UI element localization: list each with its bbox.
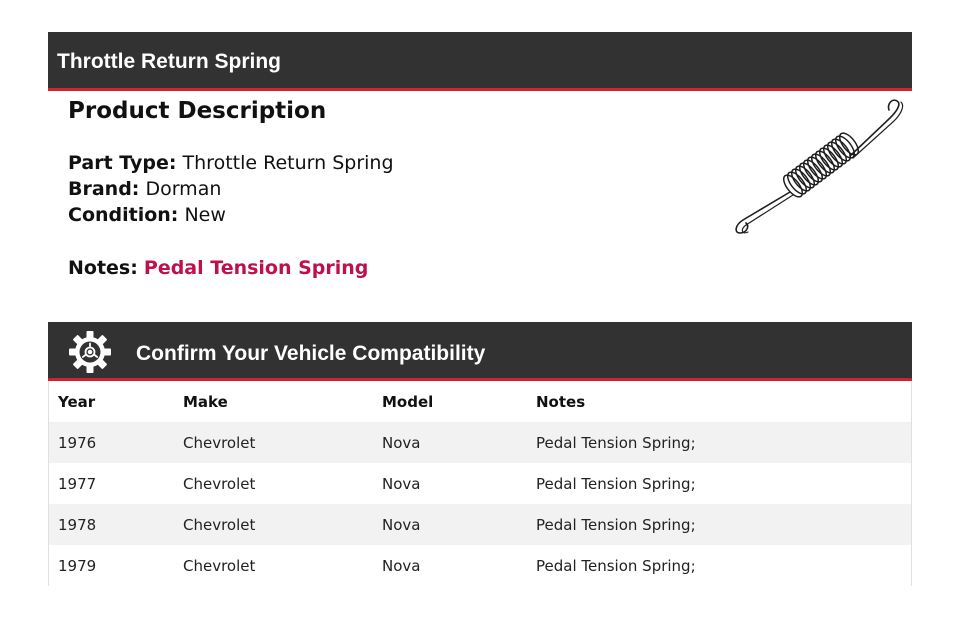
spring-image [726,96,906,238]
spec-brand [68,176,668,202]
column-header-model: Model [382,392,434,411]
spec-value: New [184,204,226,226]
cell-make: Chevrolet [183,474,256,493]
cell-year: 1977 [58,474,97,493]
table-row [49,504,911,545]
compatibility-title: Confirm Your Vehicle Compatibility [136,342,486,365]
spec-part-type [68,150,668,176]
table-row [49,545,911,586]
spec-label: Brand: [68,178,140,200]
spec-label: Condition: [68,204,179,226]
cell-notes: Pedal Tension Spring; [536,433,696,452]
spec-value: Throttle Return Spring [182,152,394,174]
column-header-notes: Notes [536,392,586,411]
table-row [49,463,911,504]
cell-make: Chevrolet [183,556,256,575]
cell-year: 1976 [58,433,97,452]
cell-model: Nova [382,556,421,575]
cell-year: 1979 [58,556,97,575]
cell-model: Nova [382,515,421,534]
gear-icon [68,330,112,374]
spec-value: Dorman [145,178,222,200]
cell-year: 1978 [58,515,97,534]
column-header-year: Year [58,392,96,411]
notes-value: Pedal Tension Spring [143,257,369,279]
title-bar [48,32,912,91]
spec-label: Part Type: [68,152,177,174]
product-description [68,96,668,281]
cell-notes: Pedal Tension Spring; [536,474,696,493]
cell-make: Chevrolet [183,433,256,452]
compatibility-bar [48,322,912,381]
compatibility-table [48,381,912,586]
spec-list [68,150,668,228]
cell-model: Nova [382,433,421,452]
cell-model: Nova [382,474,421,493]
table-header-row [49,381,911,422]
column-header-make: Make [183,392,228,411]
table-row [49,422,911,463]
notes [68,255,668,281]
cell-notes: Pedal Tension Spring; [536,556,696,575]
spec-condition [68,202,668,228]
cell-make: Chevrolet [183,515,256,534]
cell-notes: Pedal Tension Spring; [536,515,696,534]
description-heading: Product Description [68,98,327,124]
page-title: Throttle Return Spring [57,50,281,73]
notes-label: Notes: [68,257,138,279]
